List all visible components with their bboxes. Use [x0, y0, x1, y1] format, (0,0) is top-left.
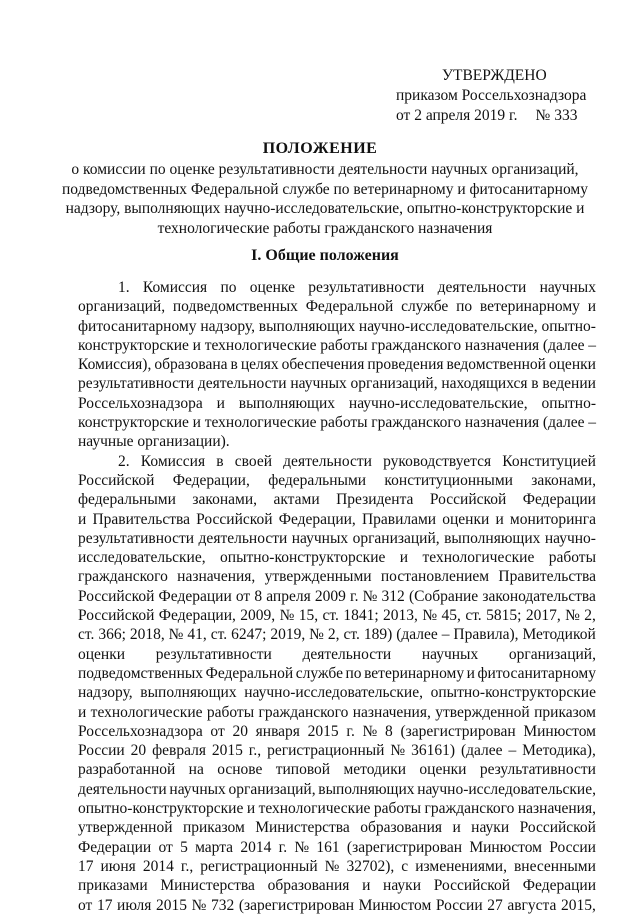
word: и: [216, 394, 225, 412]
word: (зарегистрирован: [346, 838, 463, 856]
word: Комиссия),: [78, 356, 152, 374]
word: регистрационный: [267, 742, 385, 760]
approval-order-of: приказом Россельхознадзора: [396, 87, 587, 104]
word: и: [587, 298, 596, 316]
word: ведомственной: [446, 356, 546, 374]
word: и: [362, 877, 371, 895]
word: по: [220, 279, 237, 296]
word: организаций,: [78, 298, 166, 316]
word: 312: [381, 587, 405, 605]
word: назначения,: [352, 703, 431, 721]
word: приказом: [182, 819, 245, 837]
word: результативности: [155, 645, 272, 663]
text-line: [78, 818, 596, 837]
word: Конституцией: [502, 452, 596, 470]
word: г.: [346, 722, 355, 740]
word: конструкторские: [78, 414, 189, 432]
word: находящихся: [441, 375, 528, 393]
word: приказом: [534, 703, 596, 721]
word: 366;: [98, 626, 126, 644]
word: 17: [78, 857, 94, 875]
word: 8: [385, 722, 393, 740]
word: научных: [169, 780, 226, 798]
word: федеральными: [268, 471, 367, 489]
word: постановлением: [380, 568, 490, 586]
word: 189): [363, 626, 393, 644]
word: научно-исследовательские,: [348, 394, 528, 412]
text-line: [78, 297, 596, 316]
word: результативности: [78, 375, 195, 393]
word: августа: [507, 896, 557, 914]
word: федеральными: [78, 491, 176, 509]
word: июля: [117, 896, 152, 914]
word: февраля: [152, 742, 206, 760]
word: надзору,: [200, 317, 255, 335]
word: своей: [234, 452, 272, 470]
word: Федерации,: [172, 471, 250, 489]
word: деятельности: [197, 375, 287, 393]
word: научно-исследовательские,: [358, 317, 538, 335]
text-line: [78, 278, 596, 297]
word: ведении: [542, 375, 596, 393]
word: образования: [360, 819, 442, 837]
word: Федеральной: [205, 664, 294, 682]
word: Россельхознадзора: [78, 722, 203, 740]
word: 5: [180, 838, 188, 856]
word: –: [588, 414, 596, 432]
word: выполняющих: [238, 394, 336, 412]
word: регистрационный: [200, 857, 318, 875]
word: типовой: [275, 761, 331, 779]
word: конституционными: [384, 471, 513, 489]
word: Комиссия: [140, 452, 206, 470]
word: 32702),: [346, 857, 395, 875]
word: опытно-: [541, 394, 596, 412]
word: организаций,: [228, 780, 316, 798]
word: 5815;: [486, 607, 522, 625]
word: службе: [401, 298, 449, 316]
text-line: [78, 471, 596, 490]
word: образована: [154, 356, 228, 374]
word: (далее: [460, 742, 503, 760]
body-text: [78, 278, 596, 915]
text-line: [78, 317, 596, 336]
word: июня: [100, 857, 136, 875]
word: Федерации: [522, 877, 596, 895]
text-line: [78, 722, 596, 741]
word: от: [235, 587, 251, 605]
word: работы: [548, 549, 596, 567]
word: и: [78, 510, 87, 528]
word: (далее: [542, 336, 585, 354]
word: подведомственных: [78, 664, 204, 682]
text-line: [78, 625, 596, 644]
word: опытно-конструкторские: [78, 800, 244, 818]
word: и: [452, 819, 461, 837]
word: и: [466, 664, 475, 682]
word: оценки: [442, 510, 490, 528]
subtitle-line: о комиссии по оценке результативности деятельности научных организаций,: [71, 161, 579, 178]
word: 15,: [298, 607, 319, 625]
word: от: [158, 838, 173, 856]
word: оценки: [548, 356, 596, 374]
word: 20: [232, 722, 248, 740]
word: конструкторские: [78, 336, 189, 354]
word: Министерства: [255, 819, 350, 837]
word: Федерации: [158, 587, 232, 605]
word: законами,: [192, 491, 257, 509]
word: г.: [349, 587, 359, 605]
word: –: [508, 742, 517, 760]
word: России: [435, 896, 483, 914]
word: 41,: [187, 626, 207, 644]
word: гражданского: [78, 568, 168, 586]
word: Минюстом: [523, 722, 596, 740]
word: (далее: [542, 414, 585, 432]
word: ветеринарному: [479, 298, 580, 316]
word: приказами: [78, 877, 148, 895]
word: Федерации: [78, 838, 152, 856]
word: ветеринарному: [364, 664, 465, 682]
word: 45,: [441, 607, 461, 625]
word: оценке: [249, 279, 295, 296]
word: деятельности: [198, 529, 288, 547]
word: и: [78, 703, 87, 721]
word: утвержденной: [435, 703, 530, 721]
word: №: [191, 896, 207, 914]
text-line: [78, 394, 596, 413]
approval-stamp: [396, 66, 586, 126]
word: гражданского: [258, 703, 349, 721]
word: изменениями,: [415, 857, 507, 875]
word: ст.: [322, 607, 339, 625]
word: (зарегистрирован: [400, 722, 516, 740]
word: выполняющих: [444, 529, 541, 547]
text-line: [78, 587, 596, 606]
word: Правилами: [361, 510, 437, 528]
approval-date: от 2 апреля 2019 г.: [396, 107, 518, 124]
word: ст.: [465, 607, 482, 625]
word: технологические: [422, 549, 535, 567]
word: утвержденными: [264, 568, 372, 586]
word: №: [362, 722, 378, 740]
word: в: [216, 452, 224, 470]
text-line: [78, 606, 596, 625]
word: –: [588, 336, 596, 354]
word: –: [441, 626, 450, 644]
word: 2009,: [240, 607, 276, 625]
word: выполняющих: [258, 317, 356, 335]
word: №: [422, 607, 438, 625]
word: №: [565, 607, 580, 625]
word: деятельности: [437, 279, 527, 296]
word: №: [362, 587, 378, 605]
word: 2009: [314, 587, 346, 605]
word: 2018,: [129, 626, 165, 644]
paragraph-1: [78, 278, 596, 452]
word: в: [230, 356, 238, 374]
word: научно-исследовательские,: [417, 780, 596, 798]
word: работы: [320, 336, 368, 354]
word: 2.: [118, 452, 130, 470]
word: Россельхознадзора: [78, 394, 203, 412]
text-line: [78, 838, 596, 857]
word: 1.: [118, 279, 130, 296]
word: технологические: [204, 414, 317, 432]
word: №: [279, 607, 295, 625]
word: г.,: [180, 857, 194, 875]
word: назначения: [464, 414, 540, 432]
word: ст.: [343, 626, 360, 644]
word: 17: [96, 896, 113, 914]
word: Российской: [78, 607, 155, 625]
word: исследовательские,: [78, 549, 206, 567]
word: назначения,: [517, 800, 596, 818]
document-title: ПОЛОЖЕНИЕ: [262, 140, 378, 157]
word: января: [255, 722, 300, 740]
word: оценки: [78, 645, 126, 663]
word: назначения,: [177, 568, 256, 586]
text-line: [78, 355, 596, 374]
word: технологические: [204, 336, 317, 354]
word: надзору,: [78, 684, 133, 702]
word: №: [309, 626, 324, 644]
word: (Собрание: [408, 587, 479, 605]
word: актами: [273, 491, 320, 509]
word: Правила),: [453, 626, 519, 644]
word: 732: [211, 896, 235, 914]
word: выполняющих: [140, 684, 237, 702]
word: научных: [291, 529, 349, 547]
word: Минюстом: [469, 838, 542, 856]
text-line: [78, 645, 596, 664]
word: 2015: [307, 722, 339, 740]
word: 2,: [327, 626, 340, 644]
subtitle-line: технологические работы гражданского назначения: [157, 219, 493, 237]
word: ст.: [210, 626, 228, 644]
word: №: [390, 742, 406, 760]
word: Федерации: [522, 491, 596, 509]
word: научных: [290, 375, 347, 393]
word: №: [168, 626, 184, 644]
word: работы: [320, 414, 368, 432]
word: 2015: [156, 896, 188, 914]
word: результативности: [308, 279, 425, 296]
text-line: научные организации).: [78, 433, 230, 451]
word: фитосанитарному: [477, 664, 596, 682]
subtitle-line: надзору, выполняющих научно-исследовательские, опытно-конструкторские и: [65, 200, 585, 217]
word: и: [192, 336, 201, 354]
word: Минюстом: [358, 896, 432, 914]
word: г.: [278, 838, 288, 856]
text-line: [78, 664, 596, 683]
word: гражданского: [424, 800, 515, 818]
text-line: [78, 374, 596, 393]
word: образования: [267, 877, 350, 895]
subtitle-line: подведомственных Федеральной службе по ветеринарному и фитосанитарному: [62, 180, 588, 198]
word: апреля: [266, 587, 311, 605]
text-line: [78, 703, 596, 722]
word: и: [246, 800, 256, 818]
word: от: [78, 896, 93, 914]
word: 36161): [411, 742, 456, 760]
word: работы: [373, 800, 422, 818]
word: 2019,: [270, 626, 306, 644]
word: назначения: [464, 336, 540, 354]
text-line: [78, 452, 596, 471]
word: работы: [206, 703, 255, 721]
word: выполняющих: [318, 780, 415, 798]
word: результативности: [479, 761, 596, 779]
word: науки: [383, 877, 422, 895]
text-line: [78, 857, 596, 876]
section-heading: I. Общие положения: [251, 247, 399, 264]
word: результативности: [78, 529, 195, 547]
word: научно-исследовательские,: [244, 684, 423, 702]
word: №: [294, 838, 310, 856]
word: опытно-: [541, 317, 596, 335]
word: Правительства: [92, 510, 190, 528]
word: обеспечения: [281, 356, 365, 374]
word: фитосанитарному: [78, 317, 197, 335]
word: и: [192, 414, 201, 432]
word: России: [78, 742, 125, 760]
word: 2015: [211, 742, 243, 760]
word: 8: [254, 587, 263, 605]
document-subtitle: [60, 160, 590, 238]
word: и: [399, 549, 409, 567]
word: гражданского: [371, 414, 462, 432]
text-line: [78, 741, 596, 760]
word: 2017,: [525, 607, 561, 625]
word: законодательства: [482, 587, 596, 605]
word: России: [549, 838, 596, 856]
word: подведомственных: [172, 298, 298, 316]
word: Федеральной: [305, 298, 394, 316]
text-line: [78, 336, 596, 355]
word: 2013,: [383, 607, 418, 625]
word: разработанной: [78, 761, 176, 779]
word: 2,: [584, 607, 596, 625]
text-line: [78, 876, 596, 895]
word: от: [210, 722, 225, 740]
approval-date-row: [396, 106, 586, 126]
word: внесенными: [513, 857, 596, 875]
word: оценки: [419, 761, 467, 779]
word: науки: [471, 819, 510, 837]
word: 161: [316, 838, 340, 856]
word: Российской: [78, 587, 155, 605]
word: организаций,: [350, 375, 438, 393]
word: опытно-конструкторские: [430, 684, 596, 702]
word: г.,: [248, 742, 262, 760]
word: основе: [217, 761, 263, 779]
word: 20: [130, 742, 147, 760]
word: по: [345, 664, 362, 682]
word: Федерации,: [278, 510, 356, 528]
text-line: [78, 510, 596, 529]
word: (зарегистрирован: [238, 896, 355, 914]
word: научных: [539, 279, 596, 296]
word: научно-: [544, 529, 596, 547]
word: научных: [421, 645, 479, 663]
word: организаций,: [352, 529, 440, 547]
word: 27: [487, 896, 503, 914]
word: проведения: [367, 356, 444, 374]
word: технологические: [258, 800, 371, 818]
text-line: [78, 896, 596, 915]
word: технологические: [90, 703, 203, 721]
word: гражданского: [371, 336, 462, 354]
word: (далее: [396, 626, 438, 644]
approved-label: УТВЕРЖДЕНО: [442, 67, 547, 84]
word: организаций,: [508, 645, 596, 663]
text-line: [78, 683, 596, 702]
word: законами,: [531, 471, 596, 489]
word: Комиссия: [142, 279, 208, 296]
text-line: [78, 413, 596, 432]
text-line: [78, 760, 596, 779]
word: 6247;: [231, 626, 267, 644]
text-line: [78, 548, 596, 567]
word: по: [456, 298, 473, 316]
word: 2014: [142, 857, 174, 875]
word: деятельности: [78, 780, 167, 798]
word: в: [531, 375, 539, 393]
word: ст.: [78, 626, 95, 644]
word: утвержденной: [78, 819, 173, 837]
word: 2015,: [561, 896, 596, 914]
text-line: [78, 490, 596, 509]
word: руководствуется: [383, 452, 492, 470]
word: с: [401, 857, 409, 875]
text-line: [78, 567, 596, 586]
paragraph-2: [78, 452, 596, 915]
word: 2014: [240, 838, 272, 856]
text-line: [78, 799, 596, 818]
word: марта: [195, 838, 234, 856]
word: Министерства: [160, 877, 255, 895]
word: Российской: [196, 510, 273, 528]
word: на: [188, 761, 204, 779]
word: методики: [343, 761, 407, 779]
word: службе: [295, 664, 343, 682]
word: целях: [240, 356, 279, 374]
text-line: [78, 529, 596, 548]
word: Президента: [336, 491, 414, 509]
word: 1841;: [343, 607, 379, 625]
word: Российской: [519, 819, 596, 837]
word: Российской: [429, 491, 507, 509]
word: Методика),: [522, 742, 596, 760]
word: Методикой: [522, 626, 596, 644]
word: и: [495, 510, 504, 528]
approval-number: № 333: [535, 107, 578, 124]
word: №: [324, 857, 340, 875]
word: Российской: [78, 471, 155, 489]
word: мониторинга: [509, 510, 596, 528]
word: Федерации,: [158, 607, 236, 625]
word: деятельности: [302, 645, 392, 663]
text-line: [78, 780, 596, 799]
word: деятельности: [283, 452, 372, 470]
word: Правительства: [498, 568, 596, 586]
word: Российской: [433, 877, 511, 895]
word: опытно-конструкторские: [220, 549, 386, 567]
